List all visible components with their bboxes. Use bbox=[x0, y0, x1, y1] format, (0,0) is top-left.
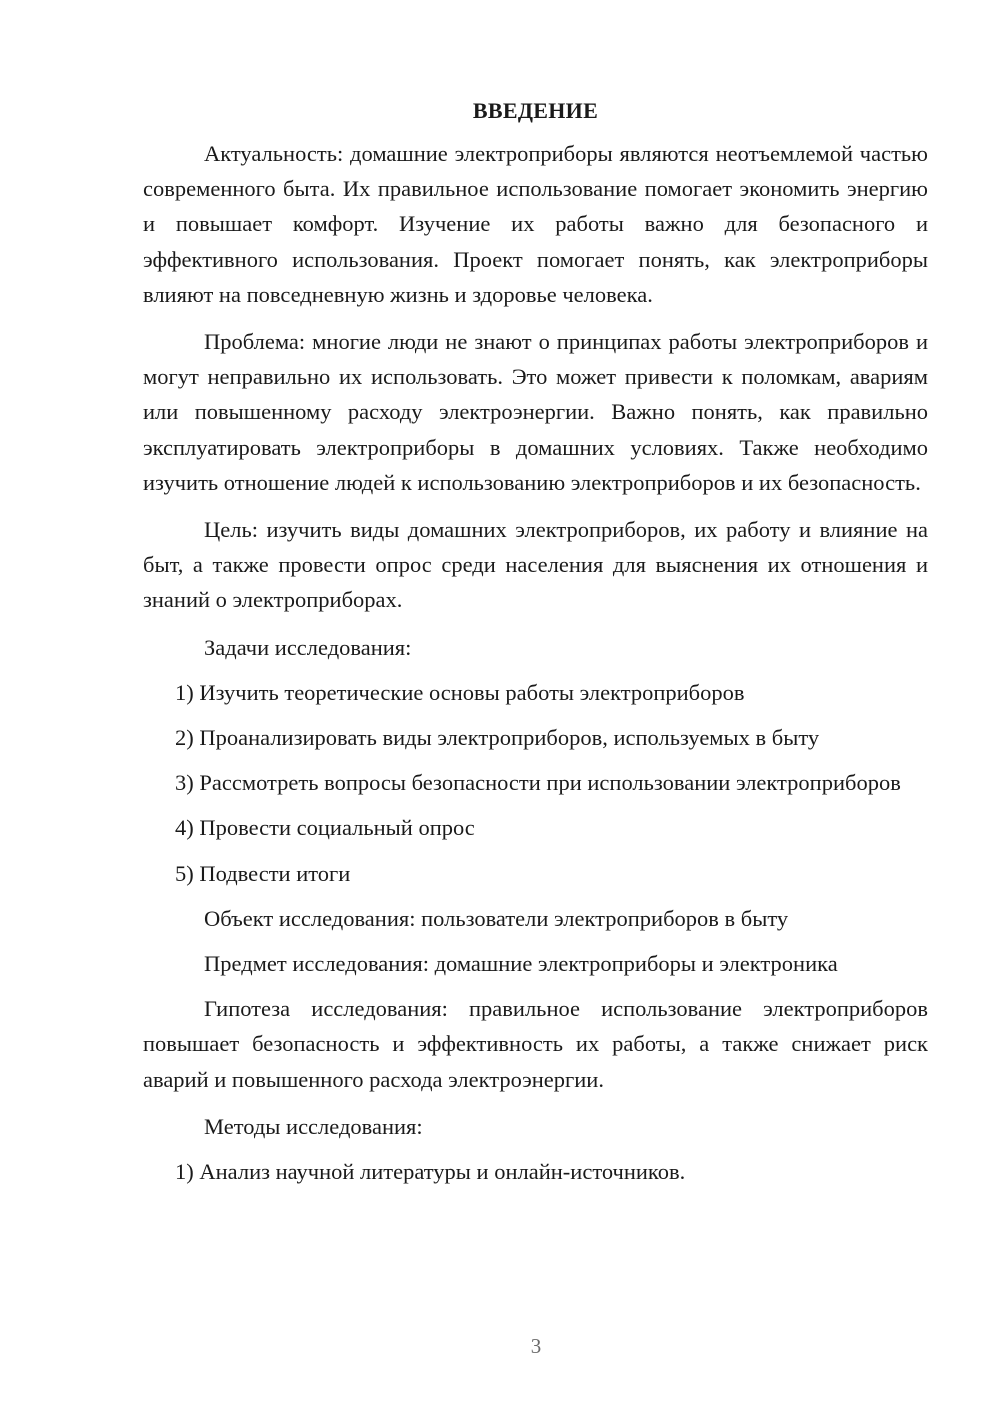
page-number: 3 bbox=[530, 1334, 542, 1358]
relevance-paragraph: Актуальность: домашние электроприборы являются неотъемлемой частью современного быта. Их правильное использование помогает экономить энергию и повышает комфорт. Изучение их работы важно для безопасного и эффективного использования. Проект помогает понять, как электроприборы влияют на повседневную жизнь и здоровье человека. bbox=[143, 141, 928, 307]
methods-heading: Методы исследования: bbox=[204, 1113, 423, 1139]
page-content bbox=[143, 96, 928, 1199]
goal-paragraph: Цель: изучить виды домашних электроприборов, их работу и влияние на быт, а также провести опрос среди населения для выяснения их отношения и знаний о электроприборах. bbox=[143, 517, 928, 613]
research-object: Объект исследования: пользователи электроприборов в быту bbox=[204, 905, 789, 931]
research-subject: Предмет исследования: домашние электроприборы и электроника bbox=[204, 951, 838, 977]
task-item-3: 3) Рассмотреть вопросы безопасности при использовании электроприборов bbox=[175, 770, 901, 796]
task-item-1: 1) Изучить теоретические основы работы электроприборов bbox=[175, 679, 745, 705]
task-item-5: 5) Подвести итоги bbox=[175, 860, 351, 886]
tasks-heading: Задачи исследования: bbox=[204, 634, 412, 660]
task-item-4: 4) Провести социальный опрос bbox=[175, 815, 475, 841]
task-item-2: 2) Проанализировать виды электроприборов, используемых в быту bbox=[175, 725, 820, 751]
problem-paragraph: Проблема: многие люди не знают о принципах работы электроприборов и могут неправильно их использовать. Это может привести к поломкам, авариям или повышенному расходу электроэнергии. Важно понять, как правильно эксплуатировать электроприборы в домашних условиях. Также необходимо изучить отношение людей к использованию электроприборов и их безопасность. bbox=[143, 329, 928, 495]
hypothesis-paragraph: Гипотеза исследования: правильное использование электроприборов повышает безопасность и эффективность их работы, а также снижает риск аварий и повышенного расхода электроэнергии. bbox=[143, 996, 928, 1092]
method-item-1: 1) Анализ научной литературы и онлайн-источников. bbox=[175, 1159, 686, 1185]
page-title: ВВЕДЕНИЕ bbox=[472, 98, 599, 123]
